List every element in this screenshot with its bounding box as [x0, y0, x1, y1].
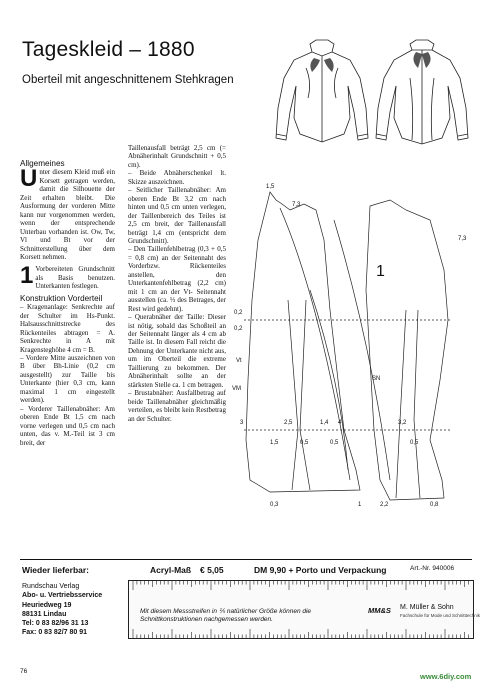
page-subtitle: Oberteil mit angeschnittenem Stehkragen	[22, 74, 234, 86]
divider	[20, 559, 472, 560]
pattern-label: Vt	[236, 358, 242, 364]
publisher-line: 88131 Lindau	[22, 610, 67, 618]
page-title: Tageskleid – 1880	[22, 38, 195, 61]
paragraph: – Vordere Mitte auszeichnen von B über Bh-Linie (0,2 cm ausgestellt) zur Taille bis Unterkante (hier 0,3 cm, kann maximal 1 cm eingestellt werden).	[20, 353, 115, 405]
paragraph: Taillenausfall beträgt 2,5 cm (= Abnäherinhalt Grundschnitt + 0,5 cm).	[128, 144, 226, 169]
jacket-front-illustration	[272, 38, 372, 148]
pattern-label: 1,5	[270, 440, 279, 446]
pattern-label: 0,3	[270, 502, 279, 508]
right-text-column	[128, 144, 226, 423]
paragraph: nter diesem Kleid muß ein Korsett getragen werden, damit die Silhouette der Zeit erhalten bleibt. Die Ausformung der vorderen Mitte kann nur vorgenommen werden, wenn der entsprechende Unterbau vorhanden ist. Ow, Tw, Vl und Bt vor der Schnitterstellung über dem Korsett nehmen.	[20, 168, 115, 261]
pattern-label: 7,3	[458, 236, 467, 242]
publisher-address	[22, 582, 102, 638]
pattern-label: 0,2	[234, 310, 243, 316]
pattern-label: 4	[338, 420, 342, 426]
watermark: www.6diy.com	[420, 672, 472, 681]
pattern-label: 0,5	[410, 440, 419, 446]
pattern-label: 1,5	[266, 184, 275, 190]
paragraph: – Brustabnäher: Ausfallbetrag auf beide Taillenabnäher gleichmäßig verteilen, es bleibt kein Restbetrag an der Schulter.	[128, 389, 226, 423]
pattern-label: SN	[372, 376, 381, 382]
pattern-label: 1,4	[320, 420, 329, 426]
ad-price-euro: € 5,05	[200, 565, 224, 575]
paragraph: – Beide Abnäherschenkel lt. Skizze auszeichnen.	[128, 169, 226, 186]
paragraph: – Querabnäher der Taille: Dieser ist nötig, sobald das Schoßteil an der Seitennaht länger als 4 cm ab Taille ist. In diesem Fall reicht die Dehnung der Unterkante nicht aus, um im Oberteil die extreme Taillierung zu bekommen. Der Abnäherinhalt sollte an der stärksten Stelle ca. 1 cm betragen.	[128, 313, 226, 389]
paragraph: – Den Taillenfehlbetrag (0,3 + 0,5 = 0,8 cm) an der Seitennaht des Vorderbzw. Rückenteiles anstellen, den Unterkantenfehlbetrag (2,2 cm) mit 1 cm an der Vt- Seitennaht ausstellen (ca. ⅓ des Betrages, der Rest wird gedehnt).	[128, 245, 226, 313]
pattern-label: 1	[376, 263, 385, 280]
step-number: 1	[20, 262, 34, 290]
ad-headline: Wieder lieferbar:	[22, 565, 89, 575]
ruler-brand-logo: MM&S	[368, 606, 391, 615]
pattern-label: 2,5	[284, 420, 293, 426]
pattern-label: VM	[232, 386, 241, 392]
pattern-label: 0,5	[300, 440, 309, 446]
pattern-label: 1	[358, 502, 362, 508]
pattern-label: 7,3	[292, 202, 301, 208]
publisher-line: Rundschau Verlag	[22, 583, 80, 590]
publisher-line: Abo- u. Vertriebsservice	[22, 592, 103, 600]
ad-price-dm: DM 9,90 + Porto und Verpackung	[254, 565, 387, 575]
ruler-maker-subtitle: Fachschule für Mode und Schnitttechnik	[400, 613, 481, 618]
pattern-label: 0,8	[430, 502, 439, 508]
paragraph: Vorbereiteten Grundschnitt als Basis benutzen. Unterkanten festlegen.	[35, 265, 115, 291]
paragraph: – Seitlicher Taillenabnäher: Am oberen Ende Bt 3,2 cm nach hinten und 0,5 cm unten verlegen, der Taillenbereich des Teiles ist 2,5 cm breit, der Taillenausfall beträgt 1,4 cm (entspricht dem Grundschnitt).	[128, 186, 226, 245]
publisher-line: Tel: 0 83 82/96 31 13	[22, 620, 89, 628]
publisher-line: Fax: 0 83 82/7 80 91	[22, 629, 87, 637]
paragraph: – Kragenanlage: Senkrechte auf der Schulter im Hs-Punkt. Halsausschnittstrecke des Rückenteiles abtragen = A. Senkrechte in A mit Kragensteghöhe 4 cm = B.	[20, 303, 115, 354]
pattern-label: 0,2	[234, 326, 243, 332]
ruler-maker: M. Müller & Sohn	[400, 604, 454, 611]
jacket-back-illustration	[372, 38, 472, 148]
pattern-label: 2,2	[380, 502, 389, 508]
paragraph: – Vorderer Taillenabnäher: Am oberen Ende Bt 1,5 cm nach vorne verlegen und 0,5 cm nach unten, das v. M.-Teil ist 3 cm breit, der	[20, 404, 115, 447]
section-heading-construction: Konstruktion Vorderteil	[20, 293, 103, 303]
pattern-label: 0,5	[330, 440, 339, 446]
section-heading-general: Allgemeines	[20, 159, 65, 168]
page-number: 76	[20, 668, 28, 675]
publisher-line: Heuriedweg 19	[22, 601, 72, 609]
pattern-label: 3	[240, 420, 244, 426]
ad-product: Acryl-Maß	[150, 565, 192, 575]
ad-article-number: Art.-Nr. 940006	[410, 565, 455, 572]
pattern-draft	[230, 180, 475, 520]
drop-cap: U	[20, 165, 38, 193]
ruler-description: Mit diesem Messstreifen in ⅕ natürlicher Größe können die Schnittkonstruktionen nachgemessen werden.	[140, 608, 312, 623]
pattern-label: 3,2	[398, 420, 407, 426]
left-text-column	[20, 160, 115, 447]
